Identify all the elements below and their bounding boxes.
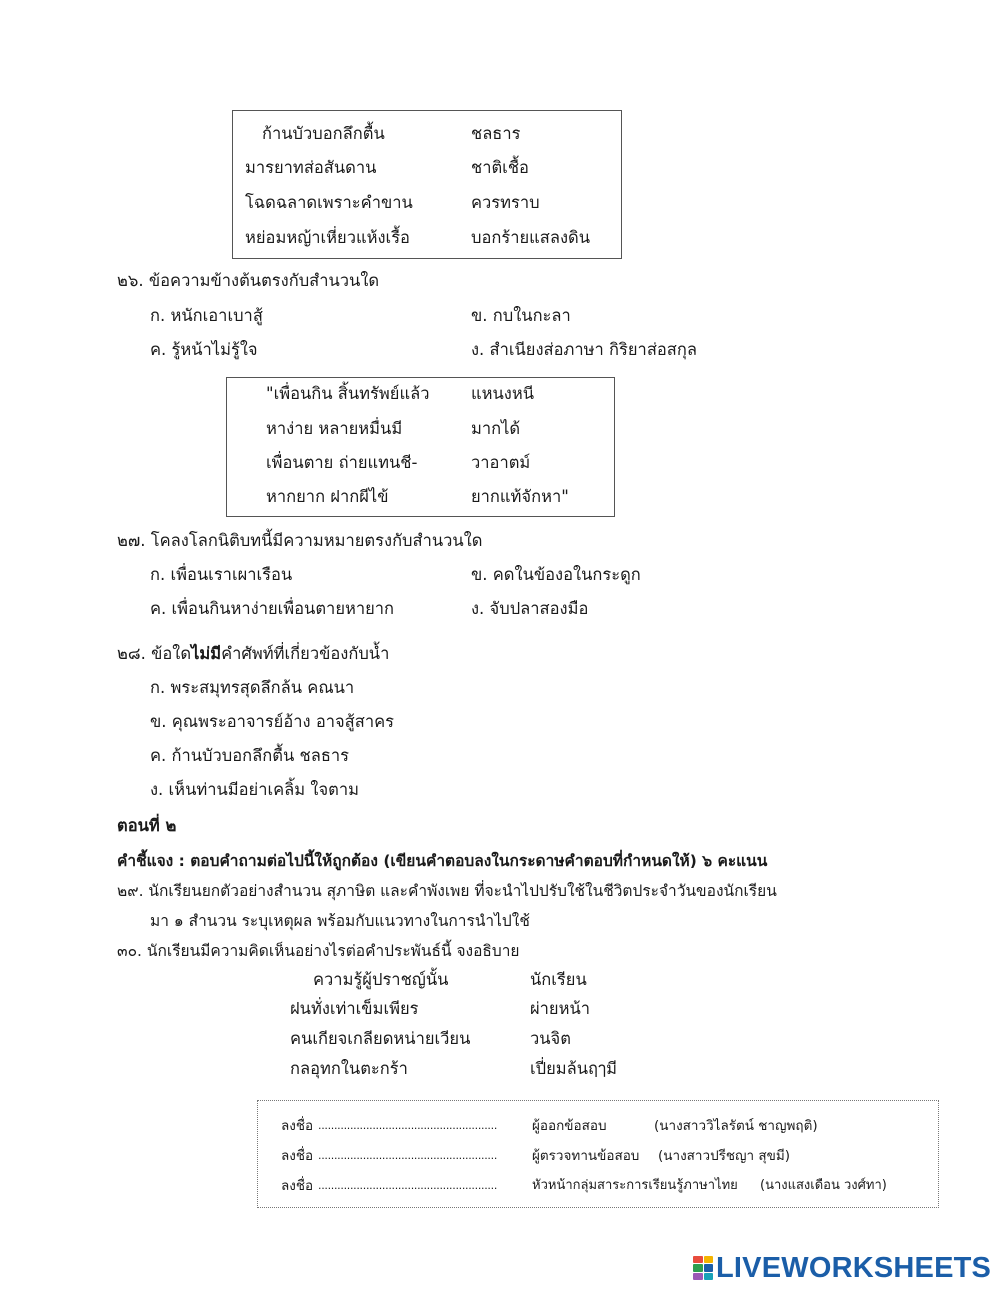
- q30-left-3: คนเกียจเกลียดหน่ายเวียน: [290, 1029, 471, 1048]
- signature-label-1: ลงชื่อ: [281, 1118, 314, 1134]
- verse1-left-4: หย่อมหญ้าเหี่ยวแห้งเรื้อ: [245, 228, 410, 247]
- verse2-right-1: แหนงหนี: [471, 384, 535, 403]
- q26-choice-a: ก. หนักเอาเบาสู้: [150, 306, 263, 325]
- q30-right-4: เปี่ยมล้นฤๅมี: [530, 1059, 617, 1078]
- q27-choice-a: ก. เพื่อนเราเผาเรือน: [150, 565, 293, 584]
- q30-right-2: ผ่ายหน้า: [530, 999, 591, 1018]
- verse2-right-2: มากได้: [471, 419, 521, 438]
- verse1-left-2: มารยาทส่อสันดาน: [245, 158, 377, 177]
- verse2-left-1: "เพื่อนกิน สิ้นทรัพย์แล้ว: [266, 384, 430, 403]
- q28-suffix: คำศัพท์ที่เกี่ยวข้องกับน้ำ: [221, 644, 390, 663]
- verse2-right-3: วาอาตม์: [471, 453, 531, 472]
- signature-dots-2: ........................................................: [318, 1149, 498, 1162]
- q27-choice-c: ค. เพื่อนกินหาง่ายเพื่อนตายหายาก: [150, 599, 395, 618]
- q27-choice-b: ข. คดในข้องอในกระดูก: [471, 565, 641, 584]
- q30-right-1: นักเรียน: [530, 970, 587, 989]
- q28-question: [117, 643, 389, 665]
- q28-choice-d: ง. เห็นท่านมีอย่าเคลิ้ม ใจตาม: [150, 780, 359, 799]
- q26-question: ๒๖. ข้อความข้างต้นตรงกับสำนวนใด: [117, 271, 380, 290]
- q30-left-4: กลอุทกในตะกร้า: [290, 1059, 408, 1078]
- signature-role-3: หัวหน้ากลุ่มสาระการเรียนรู้ภาษาไทย: [532, 1178, 738, 1193]
- verse1-right-1: ชลธาร: [471, 124, 521, 143]
- q26-choice-d: ง. สำเนียงส่อภาษา กิริยาส่อสกุล: [471, 340, 697, 359]
- verse2-left-3: เพื่อนตาย ถ่ายแทนชี-: [266, 453, 418, 472]
- q30-right-3: วนจิต: [530, 1029, 571, 1048]
- verse1-left-1: ก้านบัวบอกลึกตื้น: [262, 124, 385, 143]
- liveworksheets-cubes-icon: [693, 1256, 713, 1280]
- verse2-right-4: ยากแท้จักหา": [471, 487, 569, 506]
- liveworksheets-wordmark: LIVEWORKSHEETS: [716, 1251, 992, 1284]
- q28-choice-b: ข. คุณพระอาจารย์อ้าง อาจสู้สาคร: [150, 712, 394, 731]
- q29-line-2: มา ๑ สำนวน ระบุเหตุผล พร้อมกับแนวทางในการนำไปใช้: [150, 912, 530, 930]
- q28-prefix: ๒๘. ข้อใด: [117, 644, 192, 663]
- signature-name-1: (นางสาววิไลรัตน์ ชาญพฤติ): [654, 1118, 818, 1134]
- q28-emphasis: ไม่มี: [191, 644, 222, 663]
- part2-heading: ตอนที่ ๒: [117, 816, 177, 835]
- q28-choice-a: ก. พระสมุทรสุดลึกล้น คณนา: [150, 678, 355, 697]
- verse1-right-4: บอกร้ายแสลงดิน: [471, 228, 591, 247]
- signature-role-1: ผู้ออกข้อสอบ: [532, 1118, 607, 1134]
- part2-instruction: คำชี้แจง : ตอบคำถามต่อไปนี้ให้ถูกต้อง (เขียนคำตอบลงในกระดาษคำตอบที่กำหนดให้) ๖ คะแนน: [117, 852, 768, 870]
- q27-choice-d: ง. จับปลาสองมือ: [471, 599, 589, 618]
- q28-choice-c: ค. ก้านบัวบอกลึกตื้น ชลธาร: [150, 746, 350, 765]
- q27-question: ๒๗. โคลงโลกนิติบทนี้มีความหมายตรงกับสำนวนใด: [117, 531, 483, 550]
- q29-line-1: ๒๙. นักเรียนยกตัวอย่างสำนวน สุภาษิต และคำพังเพย ที่จะนำไปปรับใช้ในชีวิตประจำวันของนักเรียน: [117, 882, 777, 900]
- q30-question: ๓๐. นักเรียนมีความคิดเห็นอย่างไรต่อคำประพันธ์นี้ จงอธิบาย: [117, 942, 520, 960]
- signature-label-2: ลงชื่อ: [281, 1148, 314, 1164]
- liveworksheets-logo[interactable]: [693, 1253, 991, 1283]
- signature-name-3: (นางแสงเดือน วงศ์ทา): [760, 1178, 887, 1193]
- q26-choice-b: ข. กบในกะลา: [471, 306, 571, 325]
- signature-name-2: (นางสาวปรีชญา สุขมี): [658, 1148, 791, 1164]
- verse1-right-3: ควรทราบ: [471, 193, 540, 212]
- q30-left-2: ฝนทั่งเท่าเข็มเพียร: [290, 999, 419, 1018]
- verse2-left-2: หาง่าย หลายหมื่นมี: [266, 419, 403, 438]
- verse2-left-4: หากยาก ฝากผีไข้: [266, 487, 389, 506]
- signature-dots-1: ........................................................: [318, 1119, 498, 1132]
- signature-dots-3: ........................................................: [318, 1179, 498, 1192]
- signature-label-3: ลงชื่อ: [281, 1178, 314, 1194]
- signature-role-2: ผู้ตรวจทานข้อสอบ: [532, 1148, 640, 1164]
- verse1-left-3: โฉดฉลาดเพราะคำขาน: [245, 193, 413, 212]
- verse1-right-2: ชาติเชื้อ: [471, 158, 529, 177]
- q26-choice-c: ค. รู้หน้าไม่รู้ใจ: [150, 340, 258, 359]
- q30-left-1: ความรู้ผู้ปราชญ์นั้น: [313, 970, 449, 989]
